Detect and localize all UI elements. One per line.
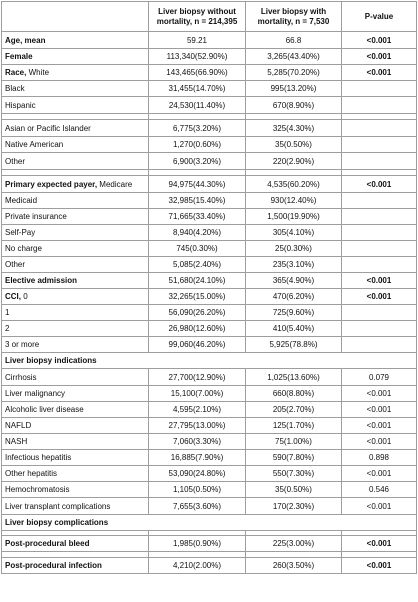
cell-with-mortality: 225(3.00%) <box>246 536 342 552</box>
cell-without-mortality: 56,090(26.20%) <box>149 305 246 321</box>
table-row <box>2 536 417 552</box>
row-label <box>2 32 149 49</box>
cell-with-mortality: 5,285(70.20%) <box>246 65 342 81</box>
row-label-text: Black <box>5 84 25 93</box>
row-label <box>2 558 149 574</box>
row-label-text: Private insurance <box>5 212 67 221</box>
cell-without-mortality: 59.21 <box>149 32 246 49</box>
row-label-text: Asian or Pacific Islander <box>5 123 91 133</box>
cell-with-mortality: 66.8 <box>246 32 342 49</box>
row-label <box>2 241 149 257</box>
row-label-text: Other hepatitis <box>5 469 58 478</box>
row-label-text: Age, mean <box>5 35 46 45</box>
row-label <box>2 466 149 482</box>
table-row <box>2 434 417 450</box>
cell-with-mortality: 220(2.90%) <box>246 153 342 170</box>
cell-with-mortality: 550(7.30%) <box>246 466 342 482</box>
table-row <box>2 418 417 434</box>
cell-without-mortality: 26,980(12.60%) <box>149 321 246 337</box>
cell-p-value <box>342 193 417 209</box>
cell-with-mortality: 170(2.30%) <box>246 498 342 515</box>
cell-p-value: <0.001 <box>342 273 417 289</box>
cell-p-value <box>342 257 417 273</box>
cell-without-mortality: 16,885(7.90%) <box>149 450 246 466</box>
cell-with-mortality: 5,925(78.8%) <box>246 337 342 353</box>
table-row <box>2 273 417 289</box>
cell-p-value: <0.001 <box>342 434 417 450</box>
row-label <box>2 81 149 97</box>
header-row <box>2 2 417 32</box>
row-label-text: Liver malignancy <box>5 389 66 398</box>
row-label <box>2 65 149 81</box>
cell-with-mortality: 725(9.60%) <box>246 305 342 321</box>
cell-with-mortality: 35(0.50%) <box>246 482 342 498</box>
table-row <box>2 153 417 170</box>
row-label-text: Post-procedural infection <box>5 561 102 570</box>
cell-without-mortality: 27,795(13.00%) <box>149 418 246 434</box>
cell-p-value <box>342 81 417 97</box>
cell-p-value: 0.079 <box>342 369 417 386</box>
cell-p-value: <0.001 <box>342 386 417 402</box>
cell-without-mortality: 5,085(2.40%) <box>149 257 246 273</box>
row-label-text: Hispanic <box>5 100 36 110</box>
row-label <box>2 209 149 225</box>
row-label-text: Infectious hepatitis <box>5 453 72 462</box>
cell-with-mortality: 3,265(43.40%) <box>246 49 342 65</box>
table-row <box>2 386 417 402</box>
cell-with-mortality: 75(1.00%) <box>246 434 342 450</box>
row-label <box>2 353 417 369</box>
row-label-text: NAFLD <box>5 421 32 430</box>
row-label <box>2 450 149 466</box>
cell-with-mortality: 4,535(60.20%) <box>246 176 342 193</box>
cell-with-mortality: 305(4.10%) <box>246 225 342 241</box>
table-row <box>2 482 417 498</box>
cell-p-value <box>342 321 417 337</box>
cell-p-value <box>342 337 417 353</box>
row-label-text: Post-procedural bleed <box>5 539 90 548</box>
row-label-text: CCI, <box>5 292 21 301</box>
cell-p-value: <0.001 <box>342 418 417 434</box>
cell-with-mortality: 410(5.40%) <box>246 321 342 337</box>
cell-with-mortality: 470(6.20%) <box>246 289 342 305</box>
cell-without-mortality: 6,900(3.20%) <box>149 153 246 170</box>
cell-p-value <box>342 225 417 241</box>
row-label <box>2 225 149 241</box>
row-label-text: 1 <box>5 308 10 317</box>
table-row <box>2 32 417 49</box>
row-label <box>2 418 149 434</box>
cell-without-mortality: 53,090(24.80%) <box>149 466 246 482</box>
cell-p-value: <0.001 <box>342 402 417 418</box>
cell-with-mortality: 660(8.80%) <box>246 386 342 402</box>
cell-with-mortality: 1,025(13.60%) <box>246 369 342 386</box>
row-label-text: Hemochromatosis <box>5 485 70 494</box>
table-row <box>2 176 417 193</box>
row-label <box>2 402 149 418</box>
header-with-mortality: Liver biopsy with mortality, n = 7,530 <box>246 2 342 32</box>
section-header-row <box>2 515 417 531</box>
table-row <box>2 289 417 305</box>
cell-with-mortality: 25(0.30%) <box>246 241 342 257</box>
cell-without-mortality: 24,530(11.40%) <box>149 97 246 114</box>
cell-p-value <box>342 305 417 321</box>
row-label-text: Other <box>5 156 26 166</box>
cell-p-value <box>342 209 417 225</box>
row-label <box>2 257 149 273</box>
cell-p-value: <0.001 <box>342 466 417 482</box>
row-label <box>2 305 149 321</box>
cell-p-value <box>342 153 417 170</box>
row-label-text: 3 or more <box>5 340 40 349</box>
header-without-mortality: Liver biopsy without mortality, n = 214,395 <box>149 2 246 32</box>
table-row <box>2 49 417 65</box>
row-label-text: Primary expected payer, <box>5 179 98 189</box>
row-label <box>2 482 149 498</box>
cell-without-mortality: 6,775(3.20%) <box>149 120 246 137</box>
row-label <box>2 386 149 402</box>
cell-without-mortality: 51,680(24.10%) <box>149 273 246 289</box>
cell-p-value: 0.898 <box>342 450 417 466</box>
cell-without-mortality: 99,060(46.20%) <box>149 337 246 353</box>
section-header-row <box>2 353 417 369</box>
row-label-text: Self-Pay <box>5 228 36 237</box>
cell-with-mortality: 930(12.40%) <box>246 193 342 209</box>
cell-without-mortality: 94,975(44.30%) <box>149 176 246 193</box>
row-label <box>2 153 149 170</box>
table-row <box>2 97 417 114</box>
cell-without-mortality: 143,465(66.90%) <box>149 65 246 81</box>
table-row <box>2 193 417 209</box>
cell-without-mortality: 7,060(3.30%) <box>149 434 246 450</box>
cell-without-mortality: 1,105(0.50%) <box>149 482 246 498</box>
table-row <box>2 498 417 515</box>
cell-p-value <box>342 241 417 257</box>
cell-without-mortality: 15,100(7.00%) <box>149 386 246 402</box>
table-row <box>2 257 417 273</box>
cell-p-value <box>342 137 417 153</box>
cell-with-mortality: 995(13.20%) <box>246 81 342 97</box>
row-label <box>2 120 149 137</box>
table-row <box>2 369 417 386</box>
table-row <box>2 137 417 153</box>
cell-p-value <box>342 97 417 114</box>
row-label <box>2 369 149 386</box>
row-label-text: Native American <box>5 140 64 149</box>
row-label <box>2 273 149 289</box>
table-row <box>2 209 417 225</box>
cell-without-mortality: 4,210(2.00%) <box>149 558 246 574</box>
table-row <box>2 305 417 321</box>
cell-with-mortality: 325(4.30%) <box>246 120 342 137</box>
row-label <box>2 536 149 552</box>
row-label-text: No charge <box>5 244 42 253</box>
cell-with-mortality: 125(1.70%) <box>246 418 342 434</box>
cell-p-value: <0.001 <box>342 176 417 193</box>
row-label <box>2 434 149 450</box>
row-label-text: NASH <box>5 437 28 446</box>
cell-p-value: <0.001 <box>342 32 417 49</box>
row-label <box>2 321 149 337</box>
table-row <box>2 120 417 137</box>
table-row <box>2 321 417 337</box>
cell-without-mortality: 27,700(12.90%) <box>149 369 246 386</box>
row-label <box>2 137 149 153</box>
table-row <box>2 402 417 418</box>
cell-with-mortality: 1,500(19.90%) <box>246 209 342 225</box>
row-label-text: Other <box>5 260 26 269</box>
cell-without-mortality: 1,985(0.90%) <box>149 536 246 552</box>
row-label-text: Medicaid <box>5 196 38 205</box>
row-label-suffix: White <box>26 68 50 77</box>
cell-without-mortality: 32,985(15.40%) <box>149 193 246 209</box>
header-variable <box>2 2 149 32</box>
cell-p-value <box>342 120 417 137</box>
cell-p-value: <0.001 <box>342 498 417 515</box>
table-row <box>2 241 417 257</box>
row-label <box>2 193 149 209</box>
table-row <box>2 337 417 353</box>
cell-with-mortality: 365(4.90%) <box>246 273 342 289</box>
cell-without-mortality: 7,655(3.60%) <box>149 498 246 515</box>
cell-p-value: <0.001 <box>342 558 417 574</box>
cell-without-mortality: 4,595(2.10%) <box>149 402 246 418</box>
row-label-text: Liver transplant complications <box>5 501 111 511</box>
cell-p-value: <0.001 <box>342 289 417 305</box>
cell-without-mortality: 32,265(15.00%) <box>149 289 246 305</box>
row-label-text: Race, <box>5 68 27 77</box>
cell-with-mortality: 205(2.70%) <box>246 402 342 418</box>
cell-p-value: <0.001 <box>342 65 417 81</box>
row-label-text: 2 <box>5 324 10 333</box>
table-row <box>2 65 417 81</box>
row-label <box>2 498 149 515</box>
cell-without-mortality: 113,340(52.90%) <box>149 49 246 65</box>
row-label-text: Alcoholic liver disease <box>5 405 84 414</box>
cell-without-mortality: 31,455(14.70%) <box>149 81 246 97</box>
row-label <box>2 49 149 65</box>
row-label-text: Elective admission <box>5 276 78 285</box>
table-body <box>2 32 417 574</box>
table-row <box>2 81 417 97</box>
row-label <box>2 176 149 193</box>
cell-without-mortality: 1,270(0.60%) <box>149 137 246 153</box>
row-label-suffix: 0 <box>21 292 28 301</box>
row-label-text: Female <box>5 52 33 61</box>
cell-with-mortality: 260(3.50%) <box>246 558 342 574</box>
cell-without-mortality: 71,665(33.40%) <box>149 209 246 225</box>
cell-with-mortality: 35(0.50%) <box>246 137 342 153</box>
demographics-table <box>1 1 417 574</box>
cell-with-mortality: 670(8.90%) <box>246 97 342 114</box>
cell-with-mortality: 590(7.80%) <box>246 450 342 466</box>
row-label-suffix: Medicare <box>97 179 133 189</box>
table-row <box>2 558 417 574</box>
cell-without-mortality: 745(0.30%) <box>149 241 246 257</box>
cell-p-value: <0.001 <box>342 49 417 65</box>
row-label <box>2 289 149 305</box>
row-label-text: Liver biopsy complications <box>5 518 109 527</box>
table-row <box>2 450 417 466</box>
row-label <box>2 515 417 531</box>
cell-with-mortality: 235(3.10%) <box>246 257 342 273</box>
row-label-text: Cirrhosis <box>5 372 37 382</box>
row-label-text: Liver biopsy indications <box>5 356 97 365</box>
cell-without-mortality: 8,940(4.20%) <box>149 225 246 241</box>
table-row <box>2 225 417 241</box>
cell-p-value: <0.001 <box>342 536 417 552</box>
cell-p-value: 0.546 <box>342 482 417 498</box>
row-label <box>2 337 149 353</box>
row-label <box>2 97 149 114</box>
table-row <box>2 466 417 482</box>
header-p-value: P-value <box>342 2 417 32</box>
